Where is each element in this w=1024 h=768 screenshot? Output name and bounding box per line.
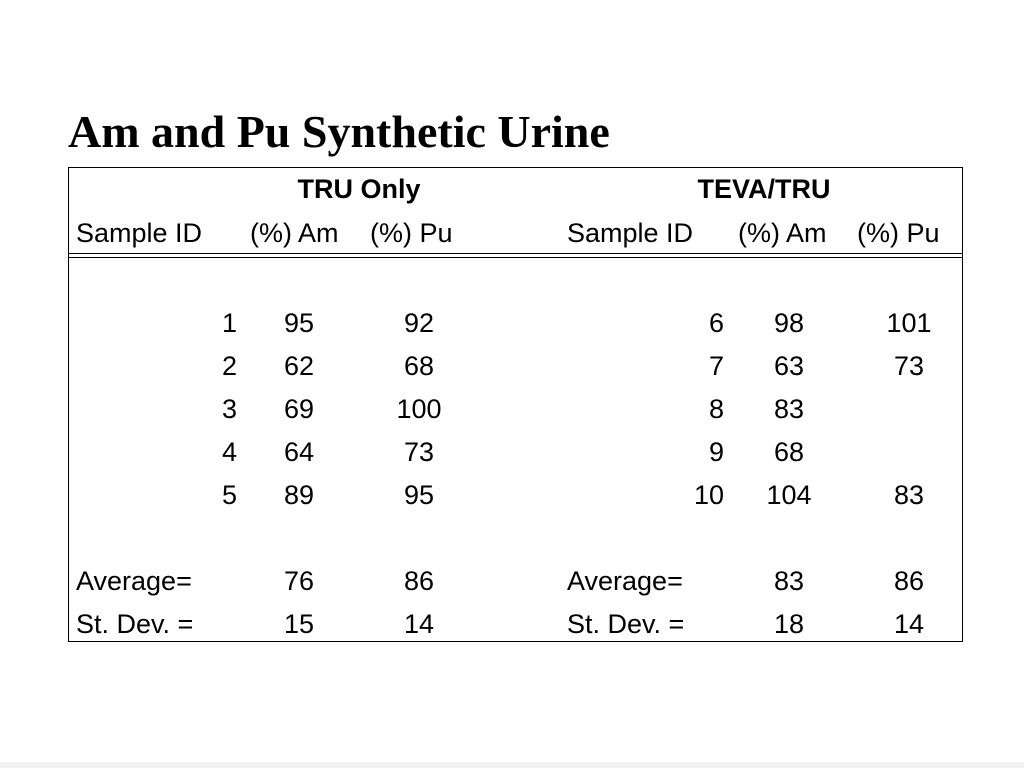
teva-am-value: 63 bbox=[773, 351, 805, 381]
tru-stdev-am: 15 bbox=[283, 609, 315, 639]
teva-average-pu: 86 bbox=[893, 566, 925, 596]
tru-stdev-pu: 14 bbox=[403, 609, 435, 639]
tru-am-value: 62 bbox=[283, 351, 315, 381]
teva-am-value: 104 bbox=[766, 480, 812, 510]
tru-am-value: 64 bbox=[283, 437, 315, 467]
teva-sample-id: 10 bbox=[693, 480, 724, 510]
teva-pu-value: 101 bbox=[886, 308, 932, 338]
teva-stdev-pu: 14 bbox=[893, 609, 925, 639]
teva-average-label: Average= bbox=[567, 566, 683, 596]
tru-pu-value: 100 bbox=[396, 394, 442, 424]
col-header-am-teva: (%) Am bbox=[738, 218, 827, 248]
tru-average-label: Average= bbox=[76, 566, 192, 596]
tru-am-value: 95 bbox=[283, 308, 315, 338]
bottom-band bbox=[0, 762, 1024, 768]
col-header-am-tru: (%) Am bbox=[250, 218, 339, 248]
teva-pu-value: 83 bbox=[893, 480, 925, 510]
teva-sample-id: 9 bbox=[708, 437, 724, 467]
header-separator-top bbox=[69, 253, 962, 254]
group-header-tru: TRU Only bbox=[297, 174, 421, 204]
tru-am-value: 69 bbox=[283, 394, 315, 424]
col-header-sample-id-tru: Sample ID bbox=[76, 218, 203, 248]
tru-pu-value: 68 bbox=[403, 351, 435, 381]
tru-sample-id: 3 bbox=[221, 394, 237, 424]
teva-am-value: 98 bbox=[773, 308, 805, 338]
group-header-teva: TEVA/TRU bbox=[697, 174, 831, 204]
teva-am-value: 68 bbox=[773, 437, 805, 467]
teva-sample-id: 7 bbox=[708, 351, 724, 381]
col-header-pu-tru: (%) Pu bbox=[370, 218, 453, 248]
teva-sample-id: 6 bbox=[708, 308, 724, 338]
teva-am-value: 83 bbox=[773, 394, 805, 424]
page-title: Am and Pu Synthetic Urine bbox=[68, 106, 610, 157]
tru-average-pu: 86 bbox=[403, 566, 435, 596]
tru-pu-value: 95 bbox=[403, 480, 435, 510]
header-separator-bottom bbox=[69, 257, 962, 258]
tru-sample-id: 2 bbox=[221, 351, 237, 381]
col-header-sample-id-teva: Sample ID bbox=[567, 218, 694, 248]
tru-sample-id: 1 bbox=[221, 308, 237, 338]
tru-average-am: 76 bbox=[283, 566, 315, 596]
teva-pu-value: 73 bbox=[893, 351, 925, 381]
tru-sample-id: 4 bbox=[221, 437, 237, 467]
teva-sample-id: 8 bbox=[708, 394, 724, 424]
tru-sample-id: 5 bbox=[221, 480, 237, 510]
tru-stdev-label: St. Dev. = bbox=[76, 609, 194, 639]
teva-stdev-am: 18 bbox=[773, 609, 805, 639]
tru-am-value: 89 bbox=[283, 480, 315, 510]
tru-pu-value: 73 bbox=[403, 437, 435, 467]
col-header-pu-teva: (%) Pu bbox=[857, 218, 940, 248]
tru-pu-value: 92 bbox=[403, 308, 435, 338]
results-table bbox=[68, 167, 963, 642]
teva-stdev-label: St. Dev. = bbox=[567, 609, 685, 639]
teva-average-am: 83 bbox=[773, 566, 805, 596]
